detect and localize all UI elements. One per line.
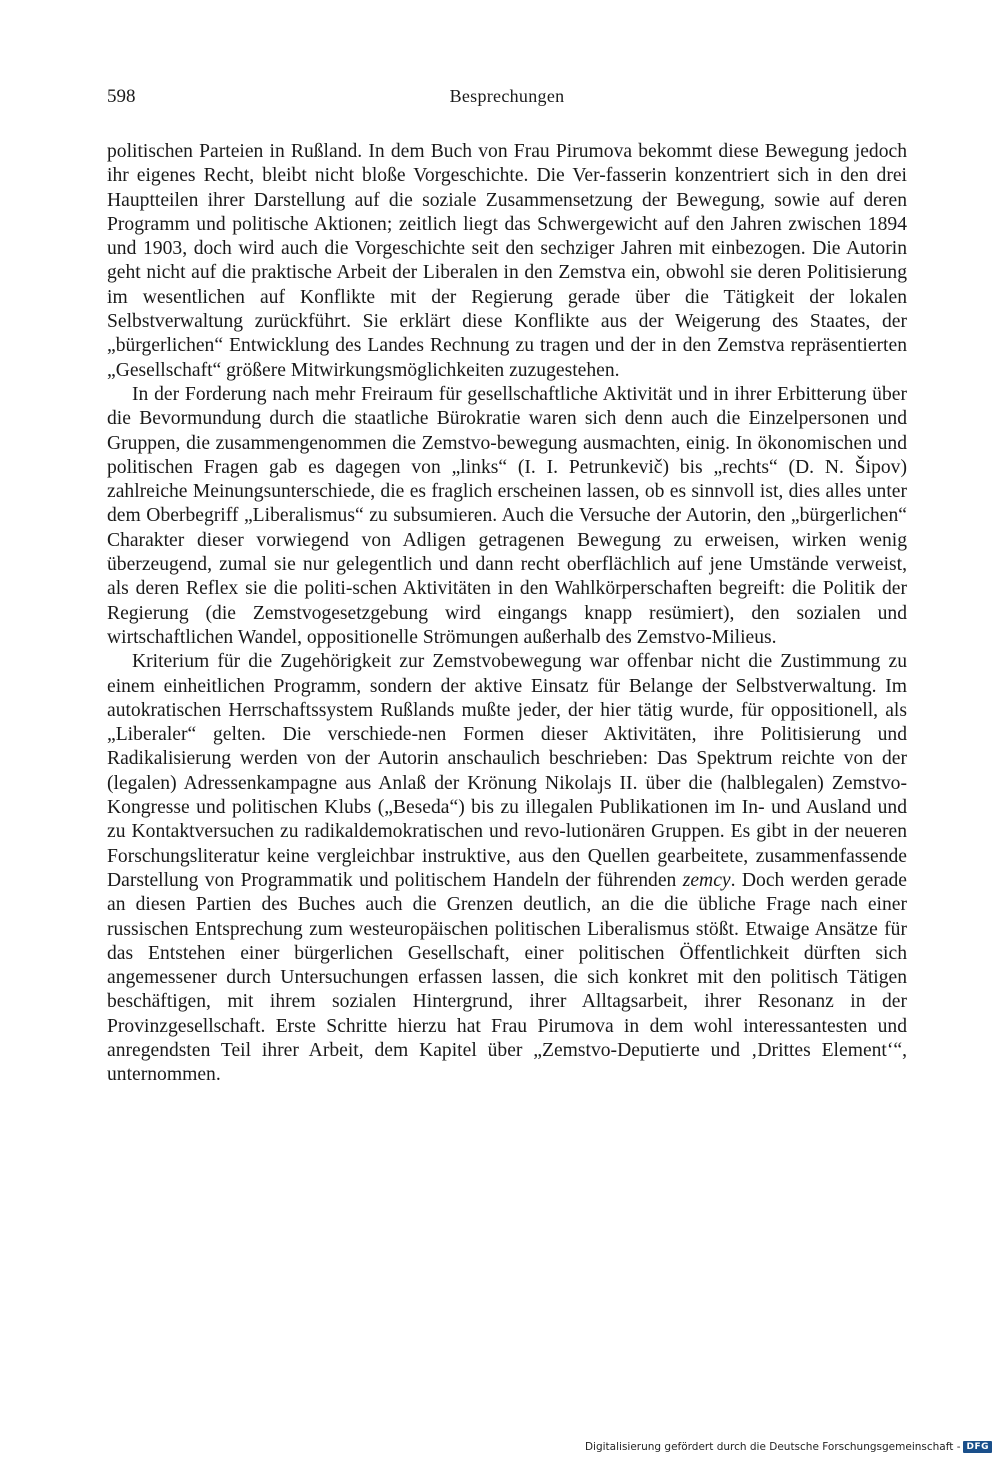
- paragraph-2: In der Forderung nach mehr Freiraum für gesellschaftliche Aktivität und in ihrer Erbitterung über die Bevormundung durch die staatliche Bürokratie waren sich denn auch die Einzelpersonen und Gruppen, die zusammengenommen die Zemstvo-bewegung ausmachten, einig. In ökonomischen und politischen Fragen gab es dagegen von „links“ (I. I. Petrunkevič) bis „rechts“ (D. N. Šipov) zahlreiche Meinungsunterschiede, die es fraglich erscheinen lassen, ob es sinnvoll ist, dies alles unter dem Oberbegriff „Liberalismus“ zu subsumieren. Auch die Versuche der Autorin, den „bürgerlichen“ Charakter dieser vorwiegend von Adligen getragenen Bewegung zu erweisen, wirken wenig überzeugend, zumal sie nur gelegentlich und dann recht oberflächlich auf jene Umstände verweist, als deren Reflex sie die politi-schen Aktivitäten in den Wahlkörperschaften begreift: die Politik der Regierung (die Zemstvogesetzgebung wird eingangs knapp resümiert), den sozialen und wirtschaftlichen Wandel, oppositionelle Strömungen außerhalb des Zemstvo-Milieus.: [107, 383, 907, 648]
- article-body: [107, 140, 907, 1088]
- running-head: Besprechungen: [449, 86, 565, 106]
- paragraph-1: politischen Parteien in Rußland. In dem Buch von Frau Pirumova bekommt diese Bewegung jedoch ihr eigenes Recht, bleibt nicht bloße Vorgeschichte. Die Ver-fasserin konzentriert sich in den drei Hauptteilen ihrer Darstellung auf die soziale Zusammensetzung der Bewegung, sowie auf deren Programm und politische Aktionen; zeitlich liegt das Schwergewicht auf den Jahren zwischen 1894 und 1903, doch wird auch die Vorgeschichte seit den sechziger Jahren mit einbezogen. Die Autorin geht nicht auf die praktische Arbeit der Liberalen in den Zemstva ein, obwohl sie deren Politisierung im wesentlichen auf Konflikte mit der Regierung gerade über die Tätigkeit der lokalen Selbstverwaltung zurückführt. Sie erklärt diese Konflikte aus der Weigerung des Staates, der „bürgerlichen“ Entwicklung des Landes Rechnung zu tragen und der in den Zemstva repräsentierten „Gesellschaft“ größere Mitwirkungsmöglichkeiten zuzugestehen.: [107, 141, 907, 381]
- digitization-credit: [585, 1441, 992, 1453]
- paragraph-3-part-a: Kriterium für die Zugehörigkeit zur Zemstvobewegung war offenbar nicht die Zustimmung zu einem einheitlichen Programm, sondern der aktive Einsatz für Belange der Selbstverwaltung. Im autokratischen Herrschaftssystem Rußlands mußte jeder, der hier tätig wurde, für oppositionell, als „Liberaler“ gelten. Die verschiede-nen Formen dieser Aktivitäten, ihre Politisierung und Radikalisierung werden von der Autorin anschaulich beschrieben: Das Spektrum reichte von der (legalen) Adressenkampagne aus Anlaß der Krönung Nikolajs II. über die (halblegalen) Zemstvo-Kongresse und politischen Klubs („Beseda“) bis zu illegalen Publikationen im In- und Ausland und zu Kontaktversuchen zu radikaldemokratischen und revo-lutionären Gruppen. Es gibt in der neueren Forschungsliteratur keine vergleichbar instruktive, aus den Quellen gearbeitete, zusammenfassende Darstellung von Programmatik und politischem Handeln der führenden: [107, 651, 907, 891]
- dfg-logo: DFG: [963, 1441, 992, 1453]
- page-number: 598: [107, 86, 136, 107]
- italic-term-zemcy: zemcy: [682, 869, 731, 891]
- paragraph-3-part-b: . Doch werden gerade an diesen Partien des Buches auch die Grenzen deutlich, an die die übliche Frage nach einer russischen Entsprechung zum westeuropäischen politischen Liberalismus stößt. Etwaige Ansätze für das Entstehen einer bürgerlichen Gesellschaft, einer politischen Öffentlichkeit dürften sich angemessener durch Untersuchungen erfassen lassen, die sich konkret mit den politisch Tätigen beschäftigen, mit ihrem sozialen Hintergrund, ihrer Alltagsarbeit, ihrer Resonanz in der Provinzgesellschaft. Erste Schritte hierzu hat Frau Pirumova in dem wohl interessantesten und anregendsten Teil ihrer Arbeit, dem Kapitel über „Zemstvo-Deputierte und ‚Drittes Element‘“, unternommen.: [107, 869, 908, 1086]
- credit-text: Digitalisierung gefördert durch die Deutsche Forschungsgemeinschaft -: [584, 1441, 961, 1453]
- paragraph-3: [107, 650, 907, 1087]
- page-header: [107, 86, 907, 116]
